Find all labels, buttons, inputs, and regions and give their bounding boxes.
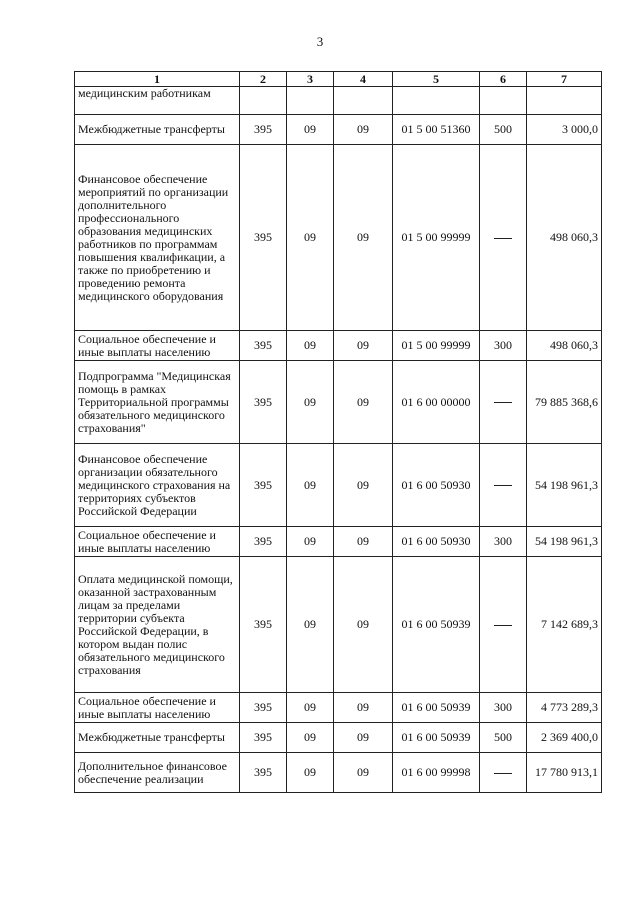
razdel-cell: 09 [287, 557, 334, 693]
glava-cell: 395 [240, 557, 287, 693]
podrazdel-cell: 09 [334, 723, 393, 753]
amount-cell [527, 87, 602, 115]
row-name-cell: Социальное обеспечение и иные выплаты населению [75, 693, 240, 723]
razdel-cell: 09 [287, 145, 334, 331]
row-name-cell: Финансовое обеспечение организации обязательного медицинского страхования на территориях субъектов Российской Федерации [75, 444, 240, 527]
expense-type-cell: 300 [480, 527, 527, 557]
dash-mark [494, 773, 512, 774]
row-name-cell: медицинским работникам [75, 87, 240, 115]
target-article-cell: 01 5 00 99999 [393, 331, 480, 361]
podrazdel-cell: 09 [334, 145, 393, 331]
expense-type-cell [480, 557, 527, 693]
amount-cell: 3 000,0 [527, 115, 602, 145]
target-article-cell: 01 6 00 50939 [393, 723, 480, 753]
glava-cell: 395 [240, 723, 287, 753]
table-row [75, 145, 602, 331]
table-row [75, 115, 602, 145]
col-header-7: 7 [527, 72, 602, 87]
expense-type-cell: 300 [480, 693, 527, 723]
razdel-cell: 09 [287, 527, 334, 557]
row-name-cell: Межбюджетные трансферты [75, 115, 240, 145]
row-name-cell: Оплата медицинской помощи, оказанной застрахованным лицам за пределами территории субъекта Российской Федерации, в котором выдан полис обязательного медицинского страхования [75, 557, 240, 693]
target-article-cell: 01 6 00 50930 [393, 444, 480, 527]
target-article-cell: 01 6 00 00000 [393, 361, 480, 444]
table-row [75, 557, 602, 693]
target-article-cell: 01 6 00 50939 [393, 693, 480, 723]
row-name-cell: Межбюджетные трансферты [75, 723, 240, 753]
razdel-cell: 09 [287, 693, 334, 723]
target-article-cell: 01 5 00 99999 [393, 145, 480, 331]
razdel-cell: 09 [287, 331, 334, 361]
glava-cell: 395 [240, 331, 287, 361]
row-name-cell: Финансовое обеспечение мероприятий по организации дополнительного профессионального образования медицинских работников по программам повышения квалификации, а также по приобретению и проведению ремонта медицинского оборудования [75, 145, 240, 331]
amount-cell: 4 773 289,3 [527, 693, 602, 723]
glava-cell: 395 [240, 444, 287, 527]
podrazdel-cell: 09 [334, 693, 393, 723]
podrazdel-cell: 09 [334, 557, 393, 693]
col-header-5: 5 [393, 72, 480, 87]
amount-cell: 498 060,3 [527, 145, 602, 331]
dash-mark [494, 625, 512, 626]
glava-cell [240, 87, 287, 115]
table-row [75, 723, 602, 753]
razdel-cell: 09 [287, 753, 334, 793]
glava-cell: 395 [240, 693, 287, 723]
target-article-cell: 01 6 00 50939 [393, 557, 480, 693]
expense-type-cell: 300 [480, 331, 527, 361]
razdel-cell [287, 87, 334, 115]
col-header-6: 6 [480, 72, 527, 87]
podrazdel-cell [334, 87, 393, 115]
amount-cell: 17 780 913,1 [527, 753, 602, 793]
col-header-1: 1 [75, 72, 240, 87]
table-row [75, 693, 602, 723]
row-name-cell: Социальное обеспечение и иные выплаты населению [75, 331, 240, 361]
glava-cell: 395 [240, 145, 287, 331]
expense-type-cell [480, 361, 527, 444]
razdel-cell: 09 [287, 723, 334, 753]
dash-mark [494, 485, 512, 486]
podrazdel-cell: 09 [334, 115, 393, 145]
table-row [75, 444, 602, 527]
podrazdel-cell: 09 [334, 527, 393, 557]
razdel-cell: 09 [287, 361, 334, 444]
glava-cell: 395 [240, 753, 287, 793]
amount-cell: 7 142 689,3 [527, 557, 602, 693]
target-article-cell: 01 6 00 50930 [393, 527, 480, 557]
podrazdel-cell: 09 [334, 444, 393, 527]
amount-cell: 79 885 368,6 [527, 361, 602, 444]
razdel-cell: 09 [287, 115, 334, 145]
glava-cell: 395 [240, 527, 287, 557]
podrazdel-cell: 09 [334, 753, 393, 793]
page-number: 3 [316, 34, 324, 49]
podrazdel-cell: 09 [334, 361, 393, 444]
dash-mark [494, 238, 512, 239]
amount-cell: 54 198 961,3 [527, 444, 602, 527]
expense-type-cell [480, 87, 527, 115]
amount-cell: 2 369 400,0 [527, 723, 602, 753]
amount-cell: 54 198 961,3 [527, 527, 602, 557]
podrazdel-cell: 09 [334, 331, 393, 361]
row-name-cell: Дополнительное финансовое обеспечение реализации [75, 753, 240, 793]
target-article-cell: 01 5 00 51360 [393, 115, 480, 145]
glava-cell: 395 [240, 361, 287, 444]
table-row [75, 753, 602, 793]
budget-table [74, 71, 602, 793]
table-row [75, 331, 602, 361]
glava-cell: 395 [240, 115, 287, 145]
expense-type-cell [480, 753, 527, 793]
col-header-3: 3 [287, 72, 334, 87]
target-article-cell [393, 87, 480, 115]
amount-cell: 498 060,3 [527, 331, 602, 361]
header-row [75, 72, 602, 87]
razdel-cell: 09 [287, 444, 334, 527]
dash-mark [494, 402, 512, 403]
col-header-4: 4 [334, 72, 393, 87]
expense-type-cell [480, 444, 527, 527]
expense-type-cell: 500 [480, 723, 527, 753]
target-article-cell: 01 6 00 99998 [393, 753, 480, 793]
table-row [75, 361, 602, 444]
row-name-cell: Подпрограмма "Медицинская помощь в рамках Территориальной программы обязательного медицинского страхования" [75, 361, 240, 444]
row-name-cell: Социальное обеспечение и иные выплаты населению [75, 527, 240, 557]
col-header-2: 2 [240, 72, 287, 87]
expense-type-cell [480, 145, 527, 331]
table-row [75, 527, 602, 557]
expense-type-cell: 500 [480, 115, 527, 145]
table-row [75, 87, 602, 115]
